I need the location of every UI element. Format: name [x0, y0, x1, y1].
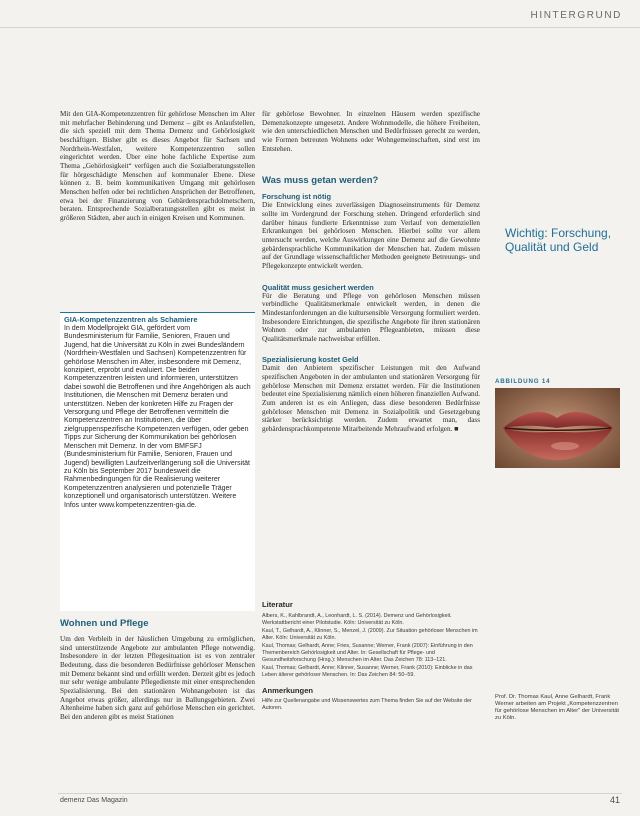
author-caption: Prof. Dr. Thomas Kaul, Anne Gelhardt, Frank Werner arbeiten am Projekt „Kompetenzzentren für gehörlose Menschen im Alter“ der Universität zu Köln. [495, 694, 620, 721]
section-heading-wohnen: Wohnen und Pflege [60, 618, 149, 629]
heading-was-muss: Was muss getan werden? [262, 175, 379, 187]
subheading-qualitaet: Qualität muss gesichert werden [262, 282, 374, 292]
left-section [60, 618, 255, 722]
lips-photo [495, 388, 620, 468]
literature-item: Kaul, T., Gelhardt, A., Klinner, S., Menzel, J. (2009). Zur Situation gehörloser Menschen im Alter. Köln: Universität zu Köln. [262, 628, 478, 641]
middle-column [262, 110, 480, 434]
footer-rule [58, 793, 622, 794]
section-header: HINTERGRUND [530, 10, 622, 21]
header-rule [0, 27, 640, 28]
notes-title: Anmerkungen [262, 686, 314, 696]
info-box [60, 312, 255, 611]
subheading-spezialisierung: Spezialisierung kostet Geld [262, 355, 359, 365]
subheading-forschung: Forschung ist nötig [262, 192, 331, 202]
page-number: 41 [609, 795, 620, 805]
notes-text: Hilfe zur Quellenangabe und Wissenswertes zum Thema finden Sie auf der Website der Autoren. [262, 698, 472, 711]
literature-item: Albers, K., Kahlbrandt, A., Leonhardt, L. S. (2014). Demenz und Gehörlosigkeit. Werkstattbericht einer Pilotstudie. Köln: Universität zu Köln. [262, 613, 452, 626]
literature-item: Kaul, Thomas; Gelhardt, Anne; Fries, Susanne; Werner, Frank (2007): Einführung in den Themenbereich Gehörlosigkeit und Alter. In: Gesellschaft für Pflege- und Gesundheitsforschung (Hrsg.): Menschen im Alter. Das Zeichen 78: 113–121. [262, 643, 473, 663]
info-box-title: GIA-Kompetenzzentren als Schamiere [64, 315, 198, 324]
text-qualitaet: Für die Beratung und Pflege von gehörlosen Menschen müssen verbindliche Qualitätsmerkmale entwickelt werden, in denen die Mindestanforderungen an die kultursensible Versorgung formuliert werden. Insbesondere Einrichtungen, die spezifische Angebote für ihren stationären Wohnen oder zur ambulanten Pflegeanbieten, müssen diese Qualitätsmerkmale nachweisbar erfüllen. [262, 291, 480, 343]
literature-title: Literatur [262, 600, 293, 609]
intro-paragraph: Mit den GIA-Kompetenzzentren für gehörlose Menschen im Alter mit mehrfacher Behinderung und Demenz – gibt es Anlaufstellen, die sich speziell mit dem Thema Demenz und Gehörlosigkeit beschäftigen. Bisher gibt es dieses Angebot für Sachsen und Nordrhein-Westfalen, weitere Kompetenzzentren sollen eingerichtet werden. Über eine hohe fachliche Expertise zum Thema „Gehörlosigkeit“ verfügen auch die Sozialberatungsstellen für hörgeschädigte Menschen auf kommunaler Ebene. Diese können z. B. beim kommunikativen Umgang mit gehörlosen Menschen helfen oder bei rechtlichen Ansprüchen der Betroffenen, etwa bei der Finanzierung von Gebärdensprachdolmetschern, beraten. Entsprechende Sozialberatungsstellen gibt es meist in größeren Städten, aber auch in einigen Kreisen und Kommunen. [60, 110, 255, 222]
text-forschung: Die Entwicklung eines zuverlässigen Diagnoseinstruments für Demenz sollte im Vordergrund der Forschung stehen. Dringend erforderlich sind darüber hinaus fundierte Erkenntnisse zum Verlauf von demenziellen Erkrankungen bei gehörlosen Menschen. Hierbei sollte vor allem untersucht werden, welche Auswirkungen eine Demenz auf die Gewohnte gebärdensprachliche Kommunikation der Menschen hat. Zudem müssen auf der Grundlage wissenschaftlicher Methoden geeignete Betreuungs- und Pflegekonzepte entwickelt werden. [262, 201, 480, 270]
literature-item: Kaul, Thomas; Gelhardt, Anne; Klinner, Susanne; Werner, Frank (2010): Einblicke in das Leben älterer gehörloser Menschen. In: Das Zeichen 84: 50–59. [262, 665, 473, 678]
literature-block [262, 600, 480, 712]
section-text-wohnen: Um den Verbleib in der häuslichen Umgebung zu ermöglichen, sind unterstützende Angebote zur ambulanten Pflege notwendig. Insbesondere in der letzten Pflegesituation ist es von zentraler Bedeutung, dass die besonderen Bedürfnisse gehörloser Menschen mit Demenz bekannt sind und erfüllt werden. Derzeit gibt es jedoch nur sehr wenige ambulante Pflegedienste mit einer entsprechenden Spezialisierung. Bei den stationären Wohnangeboten ist das Angebot etwas größer, allerdings nur in Ballungsgebieten. Zwei Altenheime haben sich ganz auf gehörlose Menschen ein gerichtet. Bei den anderen gibt es meist Stationen [60, 635, 255, 721]
lips-photo-image [495, 388, 620, 468]
figure-label: ABBILDUNG 14 [495, 378, 551, 385]
middle-top-text: für gehörlose Bewohner. In einzelnen Häusern werden spezifische Demenzkonzepte umgesetzt. Andere Wohnmodelle, die höhere Freiheiten, wie den unterschiedlichen Menschen und Bedürfnissen gerecht zu werden, wie Formen betreuten Wohnens oder Wohngemeinschaften, sind erst im Entstehen. [262, 110, 480, 153]
footer-publication: demenz Das Magazin [60, 797, 128, 804]
left-column-intro [60, 110, 255, 223]
literature-list [262, 613, 480, 678]
pull-quote: Wichtig: Forschung, Qualität und Geld [505, 226, 612, 254]
info-box-text: In dem Modellprojekt GIA, gefördert vom Bundesministerium für Familie, Senioren, Frauen und Jugend, hat die Universität zu Köln in zwei Bundesländern (Nordrhein-Westfalen und Sachsen) Kompetenzzentren für gehörlose Menschen im Alter, insbesondere mit Demenz, konzipiert, erprobt und evaluiert. Die beiden Kompetenzzentren leisten und informieren, unterstützen dabei sowohl die Betroffenen und ihre Angehörigen als auch Institutionen, die Menschen mit Demenz beraten und unterstützen. Neben der konkreten Hilfe zu Fragen der Versorgung und Pflege der Betroffenen vermitteln die Kompetenzzentren an Institutionen, die über zielgruppenspezifische Kompetenzen verfügen, oder geben Tipps zur Sicherung der Kommunikation bei gehörlosen Menschen mit Demenz. In der vom BMFSFJ (Bundesministerium für Familie, Senioren, Frauen und Jugend) bewilligten Laufzeitverlängerung soll die Universität zu Köln bis September 2017 bundesweit die Rahmenbedingungen für die Realisierung weiterer Kompetenzzentren analysieren und potenzielle Träger konzeptionell und organisatorisch unterstützen. Weitere Infos unter www.kompetenzzentren-gia.de. [64, 325, 251, 509]
text-spezialisierung: Damit den Anbietern spezifischer Leistungen mit den Aufwand spezifischen Angeboten in der ambulanten und stationären Versorgung für gehörlose Menschen mit Demenz erstattet werden. Für die Institutionen bedeutet eine Spezialisierung nämlich einen höheren finanziellen Aufwand. Zum anderen ist es ein Anliegen, dass diese besonderen Bedürfnisse gehörloser Menschen mit Demenz in Sozialpolitik und Gesetzgebung stärker berücksichtigt werden. Zudem erwartet man, dass gebärdensprachkompetente Mitarbeitende Mehraufwand erfolgen. ■ [262, 364, 480, 434]
